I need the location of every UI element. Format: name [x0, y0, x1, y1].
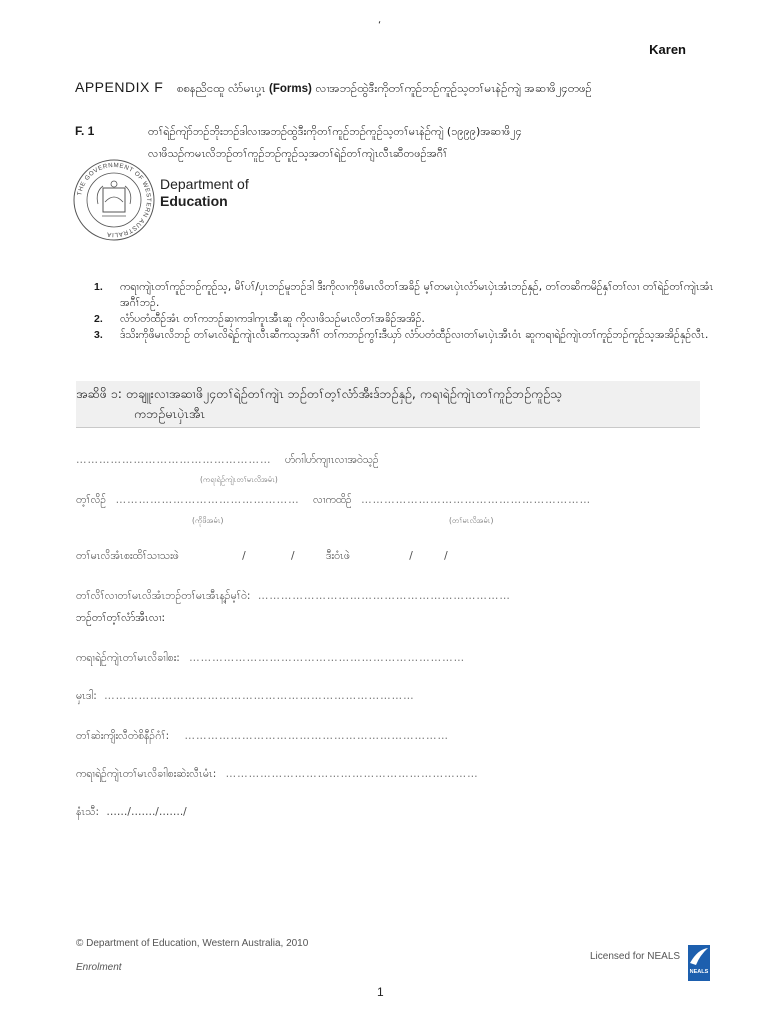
appendix-title-post: လၢအဘဉ်ထွဲဒီးကိုတၢ်ကူဉ်ဘဉ်ကူဉ်သ့တၢ်မၤနဲဉ်ကျဲ အဆၢဖိ၂၄တဖဉ် — [315, 81, 592, 95]
neals-swoosh-icon — [688, 945, 710, 969]
period-row — [76, 590, 511, 605]
section-heading-line-2: ကဘဉ်မၤပှဲၤအီၤ — [134, 406, 206, 421]
student-sub-label: (ကိုဖိအမံၤ) — [192, 516, 224, 525]
instruction-text: လံာ်ပတံထီဉ်အံၤ တၢ်ကဘဉ်ဆှၢကဒါကူၤအီၤဆူ ကိုလၢဖိသဉ်မၤလိတၢ်အခိဉ်အအိဉ်. — [120, 313, 425, 325]
neals-logo-text: NEALS — [689, 969, 709, 975]
start-date-slash-2[interactable]: / — [291, 550, 295, 562]
instruction-number: 2. — [94, 313, 103, 325]
form-title-line-2: လၢဖိသဉ်ကမၤလိဘဉ်တၢ်ကူဉ်ဘဉ်ကူဉ်သ့အတၢ်ရဲဉ်တၢ်ကျဲၤလီၤဆီတဖဉ်အဂီၢ် — [148, 147, 448, 160]
form-title-line-1: တၢ်ရဲဉ်ကျဲာ်ဘဉ်ဘိုးဘဉ်ဒါလၢအဘဉ်ထွဲဒီးကိုတၢ်ကူဉ်ဘဉ်ကူဉ်သ့တၢ်မၤနဲဉ်ကျဲ (၁၉၉၉)အဆၢဖိ၂၄ — [148, 125, 522, 138]
principal-label: ပာ်ဂၢါပာ်ကျၢၤလၢအဝဲသ့ဉ် — [284, 454, 379, 466]
phone-row — [76, 730, 449, 745]
instruction-item — [94, 279, 714, 311]
department-logo-text — [160, 176, 249, 209]
department-line-1: Department of — [160, 176, 249, 192]
end-date-slash-2[interactable]: / — [444, 550, 448, 562]
phone-input[interactable]: …………………………………………………………… — [184, 730, 449, 742]
section-heading — [76, 384, 696, 424]
provider-name-label: ကရၢရဲဉ်ကျဲၤတၢ်မၤလိခၢါစး: — [76, 652, 180, 664]
signature-date-row — [76, 806, 187, 821]
signature-date-label: နံၤသီ: — [76, 806, 100, 818]
address-row — [76, 690, 415, 705]
signature-row — [76, 768, 479, 783]
provider-heading: ဘဉ်တၢ်တ့ၢ်လံာ်အီၤလၢ: — [76, 612, 166, 624]
principal-field-row — [76, 454, 379, 469]
seal-ring-text: THE GOVERNMENT OF WESTERN AUSTRALIA — [76, 161, 153, 239]
address-label: မှၤဒါ: — [76, 690, 97, 702]
student-school-row — [76, 494, 591, 509]
student-name-input[interactable]: ………………………………………… — [115, 494, 300, 506]
student-label: တ့ၢ်လိဉ် — [76, 494, 107, 506]
phone-label: တၢ်ဆဲးကျိးလီတဲစိနီၣ်ဂံၢ်: — [76, 730, 170, 742]
principal-name-input[interactable]: …………………………………………… — [76, 454, 272, 466]
top-mark: ‘ — [378, 20, 382, 31]
instruction-number: 1. — [94, 281, 103, 293]
licensed-text: Licensed for NEALS — [590, 951, 681, 962]
appendix-title-pre: စစနညိငထူ လံာ်မၤပှ့ၤ — [176, 81, 266, 95]
provider-name-row — [76, 652, 465, 667]
address-input[interactable]: ……………………………………………………………………… — [104, 690, 415, 702]
instruction-text: ဒ်သိးကိုဖိမၤလိဘဉ် တၢ်မၤလိရဲဉ်ကျဲၤလီၤဆီကသ့အဂီၢ် တၢ်ကဘဉ်ကွၢ်းဒီယှာ် လံာ်ပတံထီဉ်လၢတၢ်မၤပှဲၤအီၤဝံၤ ဆူကရၢရဲဉ်ကျဲၤတၢ်ကူဉ်ဘဉ်ကူဉ်သ့အအိဉ်နှဉ်လီၤ. — [120, 329, 709, 341]
language-label: Karen — [649, 42, 686, 57]
school-sub-label: (တၢ်မၤလိအမံၤ) — [449, 516, 494, 525]
enrolment-label: Enrolment — [76, 962, 122, 973]
period-label: တၢ်လိၢ်လၢတၢ်မၤလိအံၤဘဉ်တၢ်မၤအီၤန့ၣ်မ့ၢ်ဝဲ: — [76, 590, 251, 602]
instruction-item — [94, 327, 714, 343]
instructions-list — [94, 279, 714, 343]
end-date-label: ဒီးဝံၤဖဲ — [325, 550, 350, 562]
signature-input[interactable]: ………………………………………………………… — [225, 768, 479, 780]
appendix-code: APPENDIX F — [75, 79, 164, 95]
appendix-heading — [75, 79, 715, 98]
provider-name-input[interactable]: ……………………………………………………………… — [189, 652, 466, 664]
dates-row — [76, 550, 448, 565]
form-title — [148, 121, 708, 165]
page-number: 1 — [377, 985, 384, 999]
signature-label: ကရၢရဲဉ်ကျဲၤတၢ်မၤလိခၢါစးဆဲးလီၤမံၤ: — [76, 768, 217, 780]
instruction-item — [94, 311, 714, 327]
end-date-slash-1[interactable]: / — [409, 550, 413, 562]
instruction-text: ကရၢကျဲၤတၢ်ကူဉ်ဘဉ်ကူဉ်သ့, မိၢ်ပၢ်/ပှၤဘဉ်မူဘဉ်ဒါ ဒီးကိုလၢကိုဖိမၤလိတၢ်အခိဉ် မ့ၢ်တမၤပှဲၤလံာ်မၤပှဲၤအံၤဘဉ်နှဉ်, တၢ်တဆိကမိဉ်နှၢ်တၢ်လၢ တၢ်ရဲဉ်တၢ်ကျဲၤအံၤအဂီၢ်ဘဉ်. — [120, 281, 714, 309]
start-date-label: တၢ်မၤလိအံၤစးထိၢ်သၢသးဖဲ — [76, 550, 179, 562]
form-code: F. 1 — [75, 124, 95, 138]
government-seal-logo — [72, 158, 156, 242]
instruction-number: 3. — [94, 329, 103, 341]
section-heading-line-1: အဆိဖိ ၁: တချူးလၢအဆၢဖိ၂၄တၢ်ရဲဉ်တၢ်ကျဲၤ ဘဉ်တၢ်တ့ၢ်လံာ်အီးဒ်ဘဉ်နှဉ်, ကရၢရဲဉ်ကျဲၤတၢ်ကူဉ်ဘဉ်ကူဉ်သ့ — [76, 386, 563, 401]
start-date-slash-1[interactable]: / — [242, 550, 246, 562]
department-line-2: Education — [160, 193, 228, 209]
school-label: လၢကထိဉ် — [312, 494, 352, 506]
principal-sub-label: (ကရၢရဲဉ်ကျဲၤတၢ်မၤလိအမံၤ) — [200, 475, 278, 484]
copyright-text: © Department of Education, Western Australia, 2010 — [76, 938, 309, 949]
school-name-input[interactable]: …………………………………………………… — [361, 494, 592, 506]
period-input[interactable]: ………………………………………………………… — [257, 590, 511, 602]
appendix-title-forms: (Forms) — [269, 83, 312, 95]
signature-date-input[interactable]: ……/……./……./ — [106, 806, 187, 818]
neals-logo — [688, 945, 710, 981]
